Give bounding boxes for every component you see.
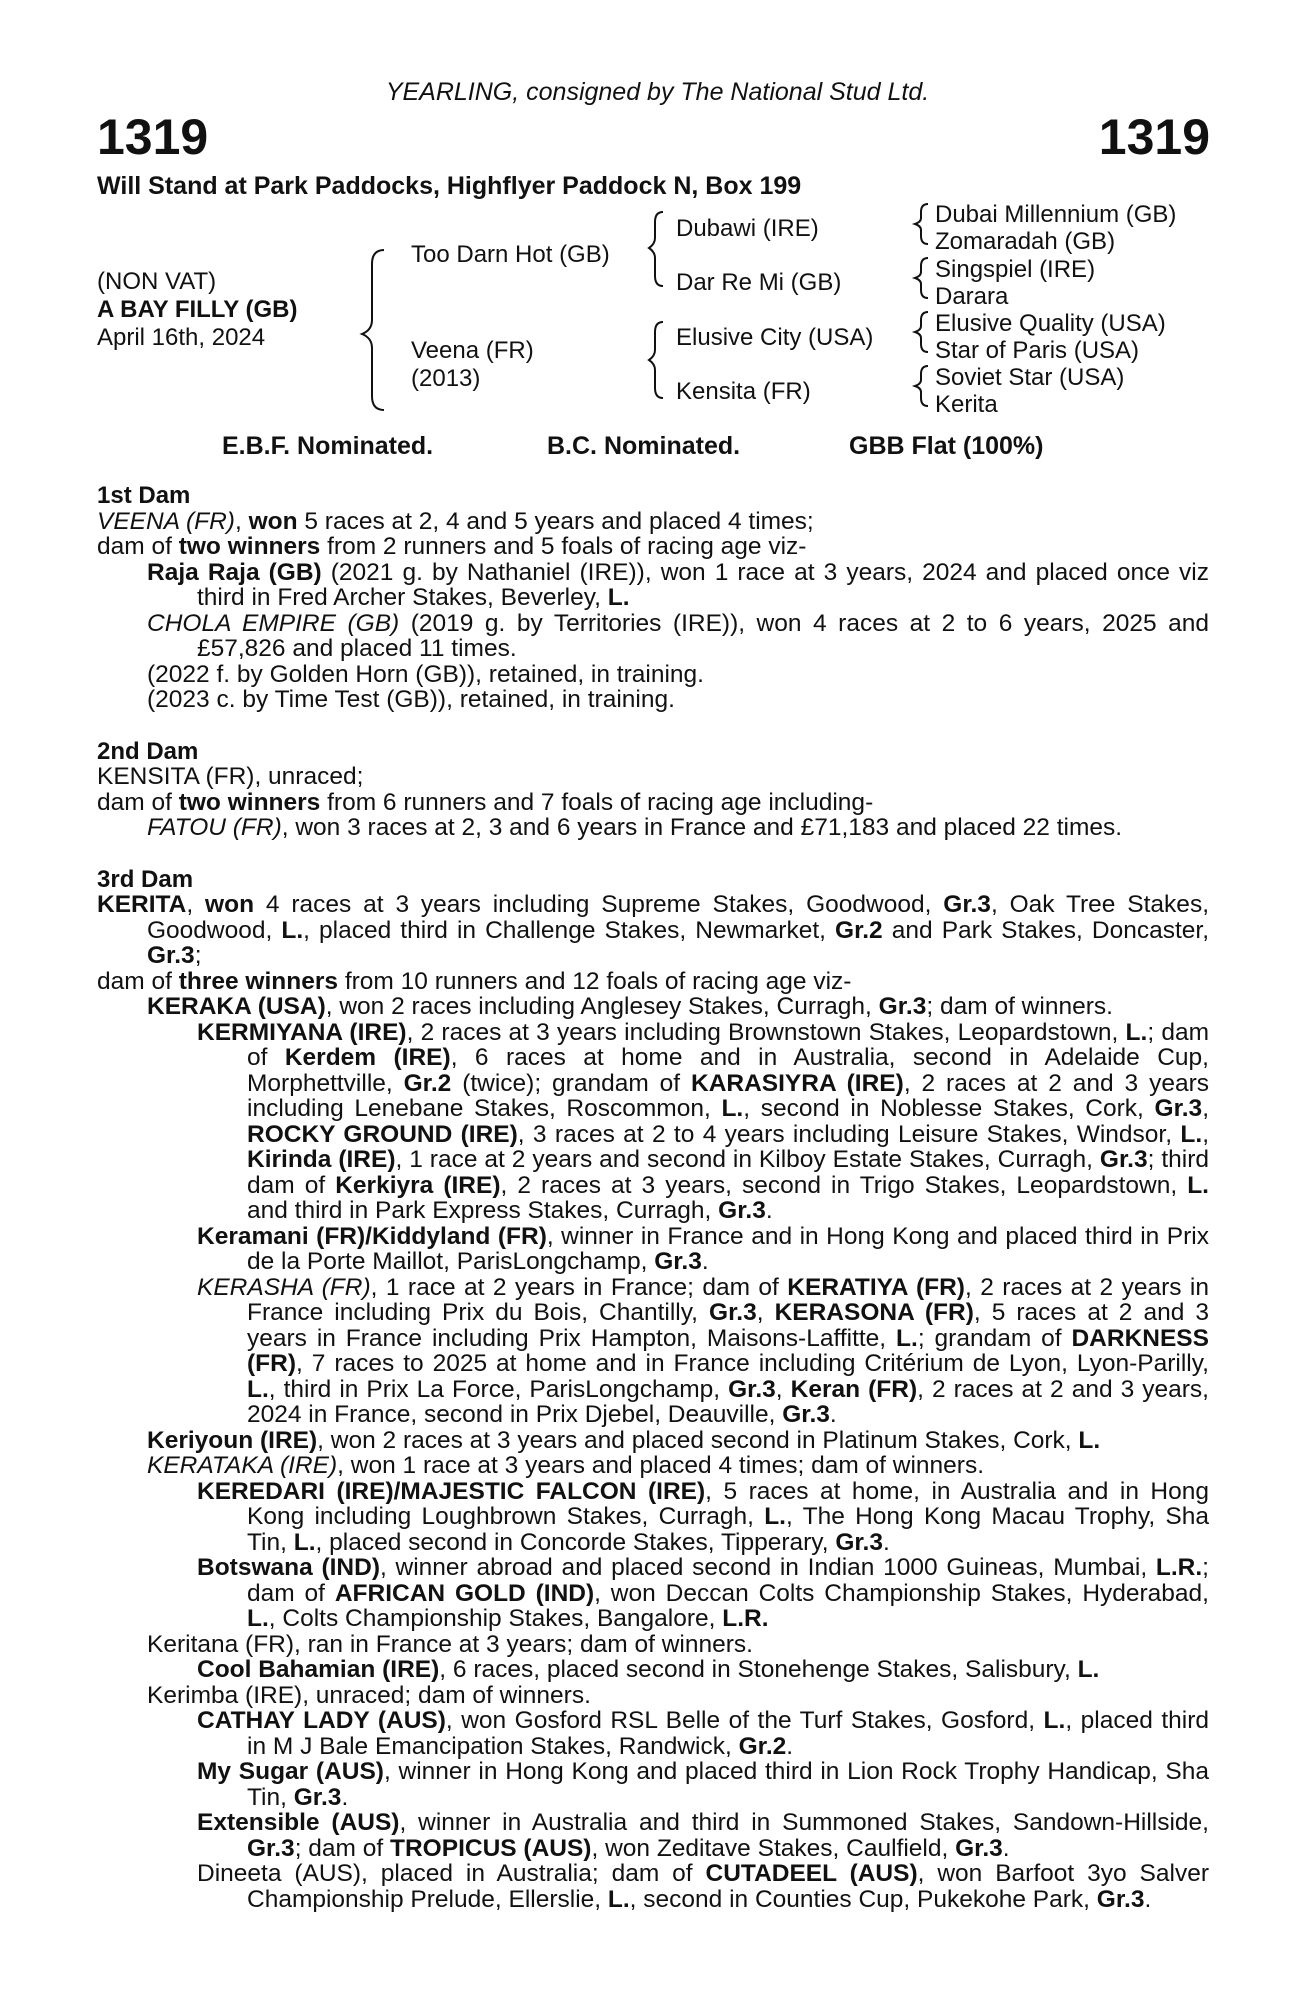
progeny-keritana: Keritana (FR), ran in France at 3 years; dam of winners.	[147, 1630, 753, 1658]
horse-name: A BAY FILLY (GB)	[97, 296, 298, 323]
gen3-4: Darara	[935, 283, 1009, 310]
first-dam-line: VEENA (FR), won 5 races at 2, 4 and 5 years and placed 4 times;	[97, 507, 814, 535]
progeny-kerasha: KERASHA (FR), 1 race at 2 years in France; dam of KERATIYA (FR), 2 races at 2 years in France including Prix du Bois, Chantilly, Gr.3, KERASONA (FR), 5 races at 2 and 3 years in France including Prix Hampton, Maisons-Laffitte, L.; grandam of DARKNESS (FR), 7 races to 2025 at home and in France including Critérium de Lyon, Lyon-Parilly, L., third in Prix La Force, ParisLongchamp, Gr.3, Keran (FR), 2 races at 2 and 3 years, 2024 in France, second in Prix Djebel, Deauville, Gr.3.	[197, 1273, 1209, 1428]
progeny-raja-raja: Raja Raja (GB) (2021 g. by Nathaniel (IRE)), won 1 race at 3 years, 2024 and placed once viz third in Fred Archer Stakes, Beverley, L.	[147, 558, 1209, 611]
gen3-2: Zomaradah (GB)	[935, 228, 1116, 255]
progeny-extensible: Extensible (AUS), winner in Australia and third in Summoned Stakes, Sandown-Hillside, Gr.3; dam of TROPICUS (AUS), won Zeditave Stakes, Caulfield, Gr.3.	[197, 1809, 1209, 1862]
consignor-line: YEARLING, consigned by The National Stud Ltd.	[385, 78, 930, 106]
catalogue-body	[97, 483, 1209, 1912]
second-dam-summary: dam of two winners from 6 runners and 7 foals of racing age including-	[97, 788, 874, 816]
progeny-kermiyana: KERMIYANA (IRE), 2 races at 3 years including Brownstown Stakes, Leopardstown, L.; dam of Kerdem (IRE), 6 races at home and in Australia, second in Adelaide Cup, Morphettville, Gr.2 (twice); grandam of KARASIYRA (IRE), 2 races at 2 and 3 years including Lenebane Stakes, Roscommon, L., second in Noblesse Stakes, Cork, Gr.3, ROCKY GROUND (IRE), 3 races at 2 to 4 years including Leisure Stakes, Windsor, L., Kirinda (IRE), 1 race at 2 years and second in Kilboy Estate Stakes, Curragh, Gr.3; third dam of Kerkiyra (IRE), 2 races at 3 years, second in Trigo Stakes, Leopardstown, L. and third in Park Express Stakes, Curragh, Gr.3.	[197, 1018, 1210, 1224]
vat-status: (NON VAT)	[97, 268, 217, 295]
third-dam-kerita: KERITA, won 4 races at 3 years including Supreme Stakes, Goodwood, Gr.3, Oak Tree Stakes, Goodwood, L., placed third in Challenge Stakes, Newmarket, Gr.2 and Park Stakes, Doncaster, Gr.3;	[97, 891, 1209, 969]
granddam-1: Dar Re Mi (GB)	[676, 269, 842, 296]
progeny-fatou: FATOU (FR), won 3 races at 2, 3 and 6 years in France and £71,183 and placed 22 times.	[147, 814, 1123, 841]
progeny-2022: (2022 f. by Golden Horn (GB)), retained, in training.	[147, 660, 704, 688]
progeny-2023: (2023 c. by Time Test (GB)), retained, in training.	[147, 686, 675, 713]
sire: Too Darn Hot (GB)	[411, 241, 610, 268]
progeny-cathay-lady: CATHAY LADY (AUS), won Gosford RSL Belle of the Turf Stakes, Gosford, L., placed third in M J Bale Emancipation Stakes, Randwick, Gr.2.	[197, 1707, 1210, 1760]
progeny-my-sugar: My Sugar (AUS), winner in Hong Kong and placed third in Lion Rock Trophy Handicap, Sha Tin, Gr.3.	[197, 1758, 1209, 1811]
foaling-date: April 16th, 2024	[97, 324, 266, 351]
progeny-keraka: KERAKA (USA), won 2 races including Anglesey Stakes, Curragh, Gr.3; dam of winners.	[147, 993, 1113, 1020]
brace-gen2-top	[649, 212, 663, 286]
stand-location: Will Stand at Park Paddocks, Highflyer Paddock N, Box 199	[97, 172, 802, 200]
third-dam-summary: dam of three winners from 10 runners and 12 foals of racing age viz-	[97, 967, 852, 995]
gen3-5: Elusive Quality (USA)	[935, 310, 1166, 337]
third-dam-heading: 3rd Dam	[97, 865, 194, 893]
lot-number-right: 1319	[1098, 109, 1210, 165]
granddam-2: Kensita (FR)	[676, 378, 811, 405]
progeny-keriyoun: Keriyoun (IRE), won 2 races at 3 years and placed second in Platinum Stakes, Cork, L.	[147, 1426, 1101, 1454]
first-dam-heading: 1st Dam	[97, 482, 191, 509]
progeny-keramani: Keramani (FR)/Kiddyland (FR), winner in France and in Hong Kong and placed third in Prix de la Porte Maillot, ParisLongchamp, Gr.3.	[197, 1222, 1209, 1275]
progeny-cool-bahamian: Cool Bahamian (IRE), 6 races, placed second in Stonehenge Stakes, Salisbury, L.	[197, 1656, 1100, 1683]
progeny-dineeta: Dineeta (AUS), placed in Australia; dam of CUTADEEL (AUS), won Barfoot 3yo Salver Championship Prelude, Ellerslie, L., second in Counties Cup, Pukekohe Park, Gr.3.	[197, 1860, 1209, 1913]
brace-gen2-bottom	[649, 322, 663, 398]
grandsire-1: Dubawi (IRE)	[676, 215, 819, 242]
brace-gen3-1	[915, 204, 928, 244]
gen3-6: Star of Paris (USA)	[935, 337, 1140, 364]
gen3-3: Singspiel (IRE)	[935, 256, 1096, 283]
dam-year: (2013)	[411, 365, 481, 392]
second-dam-heading: 2nd Dam	[97, 737, 199, 765]
gbb-flat: GBB Flat (100%)	[849, 432, 1044, 460]
second-dam-line: KENSITA (FR), unraced;	[97, 763, 364, 790]
bc-nomination: B.C. Nominated.	[547, 432, 741, 460]
progeny-kerataka: KERATAKA (IRE), won 1 race at 3 years and placed 4 times; dam of winners.	[147, 1452, 984, 1479]
gen3-1: Dubai Millennium (GB)	[935, 201, 1177, 228]
first-dam-summary: dam of two winners from 2 runners and 5 foals of racing age viz-	[97, 533, 807, 560]
progeny-chola-empire: CHOLA EMPIRE (GB) (2019 g. by Territories (IRE)), won 4 races at 2 to 6 years, 2025 and £57,826 and placed 11 times.	[147, 609, 1209, 662]
brace-gen1	[362, 250, 384, 410]
progeny-keredari: KEREDARI (IRE)/MAJESTIC FALCON (IRE), 5 races at home, in Australia and in Hong Kong including Loughbrown Stakes, Curragh, L., The Hong Kong Macau Trophy, Sha Tin, L., placed second in Concorde Stakes, Tipperary, Gr.3.	[197, 1477, 1210, 1556]
ebf-nomination: E.B.F. Nominated.	[222, 432, 434, 460]
dam: Veena (FR)	[411, 337, 534, 364]
gen3-8: Kerita	[935, 391, 998, 418]
brace-gen3-4	[915, 366, 928, 406]
lot-number-left: 1319	[97, 109, 209, 165]
gen3-7: Soviet Star (USA)	[935, 364, 1125, 391]
progeny-botswana: Botswana (IND), winner abroad and placed second in Indian 1000 Guineas, Mumbai, L.R.; dam of AFRICAN GOLD (IND), won Deccan Colts Championship Stakes, Hyderabad, L., Colts Championship Stakes, Bangalore, L.R.	[197, 1554, 1209, 1632]
grandsire-2: Elusive City (USA)	[676, 324, 874, 351]
progeny-kerimba: Kerimba (IRE), unraced; dam of winners.	[147, 1681, 591, 1709]
brace-gen3-3	[915, 312, 928, 352]
brace-gen3-2	[915, 258, 928, 298]
